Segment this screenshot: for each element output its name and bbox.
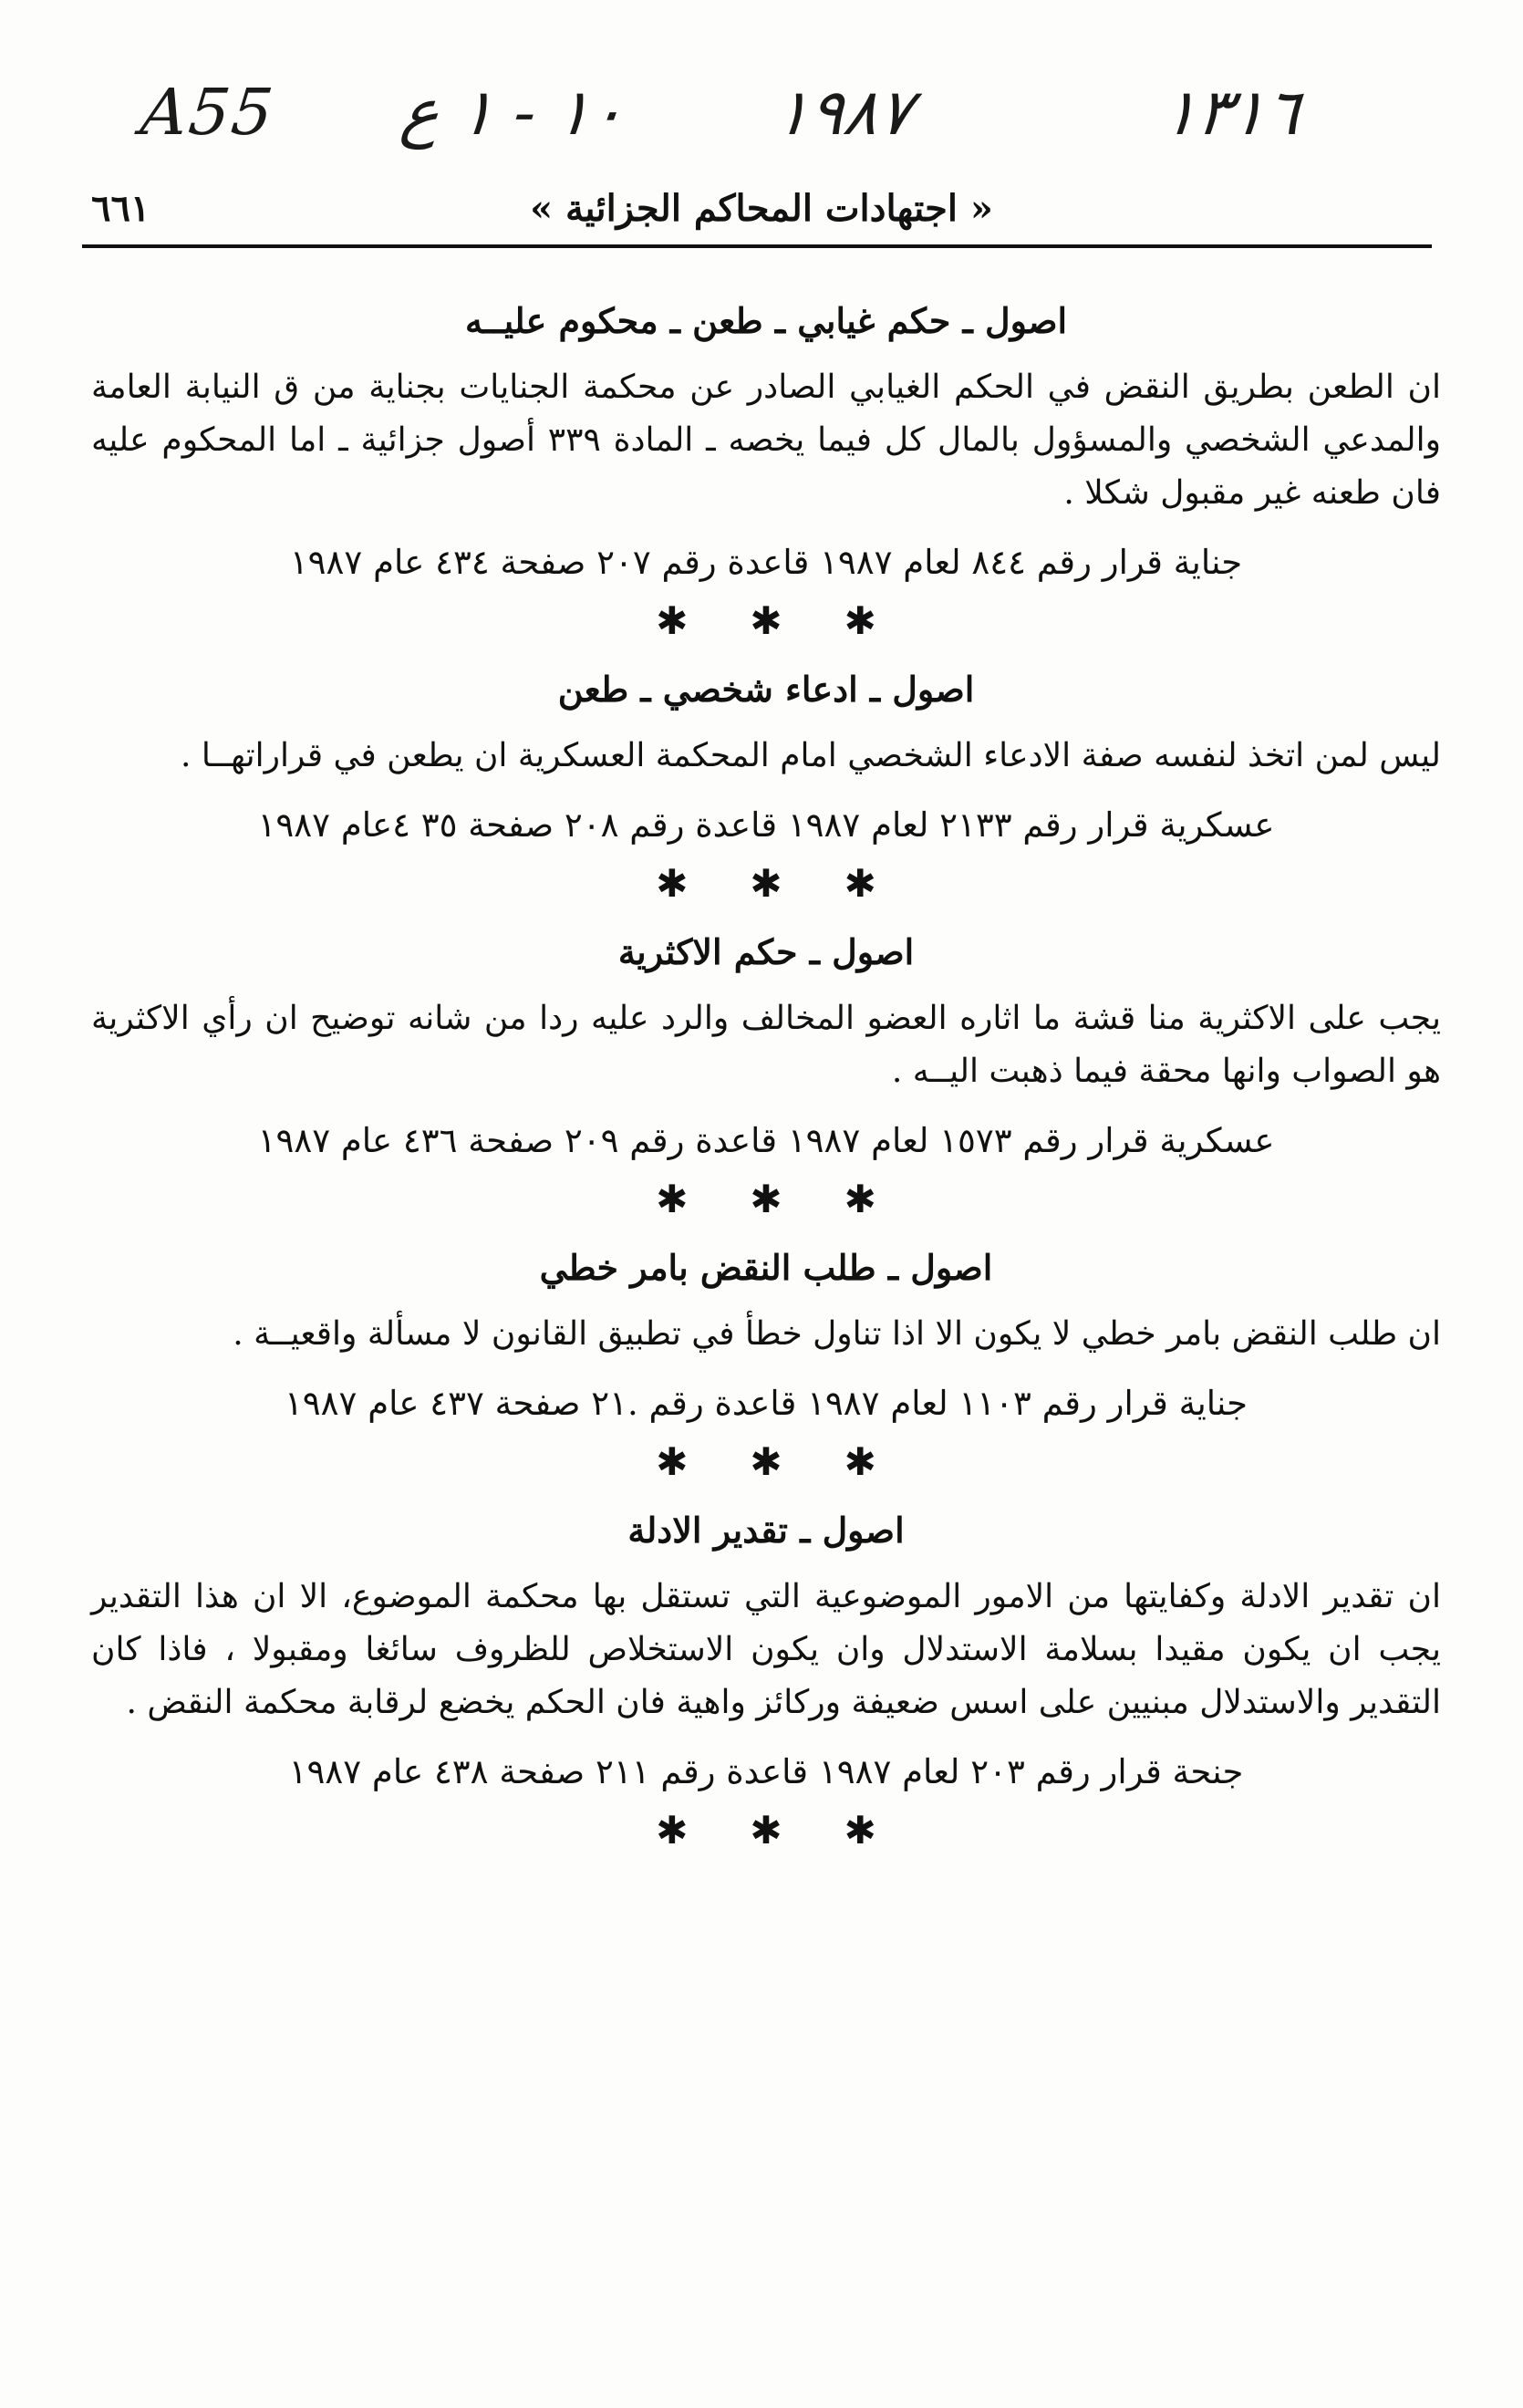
section-title: اصول ـ حكم الاكثرية <box>617 931 915 972</box>
asterisk-icon: ✱ <box>750 861 782 906</box>
section-title: اصول ـ تقدير الادلة <box>627 1510 905 1551</box>
running-title: « اجتهادات المحاكم الجزائية » <box>530 187 993 230</box>
handwritten-note-3: ١٩٨٧ <box>771 75 917 150</box>
header-divider <box>82 244 1432 248</box>
asterisk-separator <box>82 1804 1450 1857</box>
asterisk-icon: ✱ <box>656 861 689 906</box>
asterisk-icon: ✱ <box>750 1177 782 1221</box>
handwritten-note-4: ١٣١٦ <box>1158 75 1304 150</box>
handwritten-note-1: A55 <box>137 75 278 150</box>
page-number: ٦٦١ <box>91 187 150 230</box>
asterisk-icon: ✱ <box>750 1439 782 1484</box>
section-body: ان الطعن بطريق النقض في الحكم الغيابي الصادر عن محكمة الجنايات بجناية من ق النيابة العامة والمدعي الشخصي والمسؤول بالمال كل فيما يخصه ـ المادة ٣٣٩ أصول جزائية ـ اما المحكوم عليه فان طعنه غير مقبول شكلا . <box>91 368 1441 512</box>
ruling-section <box>82 1503 1450 1857</box>
asterisk-icon: ✱ <box>844 1808 876 1853</box>
asterisk-icon: ✱ <box>844 1439 876 1484</box>
section-reference: عسكرية قرار رقم ١٥٧٣ لعام ١٩٨٧ قاعدة رقم ٢٠٩ صفحة ٤٣٦ عام ١٩٨٧ <box>257 1121 1275 1160</box>
asterisk-separator <box>82 1173 1450 1226</box>
section-body: ليس لمن اتخذ لنفسه صفة الادعاء الشخصي امام المحكمة العسكرية ان يطعن في قراراتهــا . <box>181 737 1441 774</box>
section-body: يجب على الاكثرية منا قشة ما اثاره العضو المخالف والرد عليه ردا من شانه توضيح ان رأي الاكثرية هو الصواب وانها محقة فيما ذهبت اليــه . <box>91 1000 1441 1090</box>
asterisk-icon: ✱ <box>844 1177 876 1221</box>
ruling-section <box>82 1240 1450 1489</box>
asterisk-icon: ✱ <box>656 1808 689 1853</box>
section-body: ان طلب النقض بامر خطي لا يكون الا اذا تناول خطأ في تطبيق القانون لا مسألة واقعيــة . <box>233 1315 1441 1353</box>
asterisk-icon: ✱ <box>750 598 782 643</box>
main-content <box>82 294 1450 1872</box>
section-title: اصول ـ طلب النقض بامر خطي <box>539 1247 993 1288</box>
asterisk-icon: ✱ <box>750 1808 782 1853</box>
section-reference: جناية قرار رقم ١١٠٣ لعام ١٩٨٧ قاعدة رقم .٢١ صفحة ٤٣٧ عام ١٩٨٧ <box>284 1384 1248 1423</box>
asterisk-icon: ✱ <box>844 598 876 643</box>
ruling-section <box>82 925 1450 1226</box>
section-reference: عسكرية قرار رقم ٢١٣٣ لعام ١٩٨٧ قاعدة رقم ٢٠٨ صفحة ٣٥ ٤عام ١٩٨٧ <box>257 805 1275 845</box>
asterisk-separator <box>82 595 1450 648</box>
ruling-section <box>82 662 1450 910</box>
section-reference: جناية قرار رقم ٨٤٤ لعام ١٩٨٧ قاعدة رقم ٢٠٧ صفحة ٤٣٤ عام ١٩٨٧ <box>289 543 1243 582</box>
asterisk-icon: ✱ <box>656 1177 689 1221</box>
asterisk-icon: ✱ <box>844 861 876 906</box>
section-reference: جنحة قرار رقم ٢٠٣ لعام ١٩٨٧ قاعدة رقم ٢١١ صفحة ٤٣٨ عام ١٩٨٧ <box>288 1752 1244 1791</box>
handwritten-note-2: ١٠ - ١ ع <box>397 75 629 150</box>
asterisk-icon: ✱ <box>656 1439 689 1484</box>
ruling-section <box>82 294 1450 648</box>
section-title: اصول ـ حكم غيابي ـ طعن ـ محكوم عليــه <box>464 300 1068 341</box>
section-title: اصول ـ ادعاء شخصي ـ طعن <box>557 669 975 710</box>
asterisk-separator <box>82 1436 1450 1489</box>
asterisk-separator <box>82 857 1450 910</box>
section-body: ان تقدير الادلة وكفايتها من الامور الموضوعية التي تستقل بها محكمة الموضوع، الا ان هذا التقدير يجب ان يكون مقيدا بسلامة الاستدلال وان يكون الاستخلاص للظروف سائغا ومقبولا ، فاذا كان التقدير والاستدلال مبنيين على اسس ضعيفة وركائز واهية فان الحكم يخضع لرقابة محكمة النقض . <box>91 1578 1441 1721</box>
asterisk-icon: ✱ <box>656 598 689 643</box>
